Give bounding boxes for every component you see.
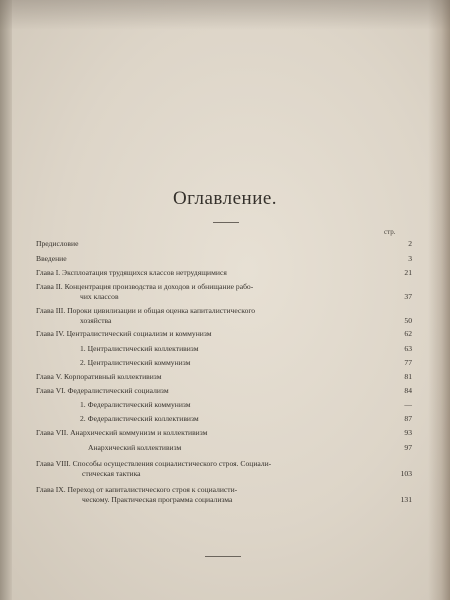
toc-entry-page: 81 xyxy=(404,372,412,381)
toc-entry-page: 50 xyxy=(404,316,412,325)
toc-entry-page: 103 xyxy=(400,469,412,478)
toc-entry-page: 21 xyxy=(404,268,412,277)
toc-entry-page: 97 xyxy=(404,443,412,452)
toc-entry-page: 131 xyxy=(400,495,412,504)
toc-entry-page: 62 xyxy=(404,329,412,338)
title-rule xyxy=(213,222,239,223)
toc-entry-label-cont: чих классов xyxy=(80,292,119,301)
toc-entry-page: 2 xyxy=(408,239,412,248)
toc-entry-label: Глава I. Эксплоатация трудящихся классов нетрудящимися xyxy=(36,268,227,277)
toc-entry-label: Глава VII. Анархический коммунизм и коллективизм xyxy=(36,428,208,437)
toc-entry-label-cont: хозяйства xyxy=(80,316,112,325)
toc-entry-label: Глава III. Пороки цивилизации и общая оценка капиталистического xyxy=(36,306,256,315)
toc-entry-label: Глава IV. Централистический социализм и коммунизм xyxy=(36,329,212,338)
page-column-header: стр. xyxy=(384,228,396,236)
toc-entry-label: Анархический коллективизм xyxy=(88,443,182,452)
book-spine xyxy=(0,0,12,600)
toc-entry-label: 2. Централистический коммунизм xyxy=(80,358,191,367)
toc-entry-page: 93 xyxy=(404,428,412,437)
toc-entry-page: 3 xyxy=(408,254,412,263)
page-edge-shadow xyxy=(428,0,450,600)
toc-entry-label: Предисловие xyxy=(36,239,79,248)
toc-entry-label-cont: ческому. Практическая программа социализма xyxy=(82,495,233,504)
toc-entry-page: 87 xyxy=(404,414,412,423)
bottom-rule xyxy=(205,556,241,557)
toc-entry-label: Введение xyxy=(36,254,67,263)
toc-entry-label: 2. Федералистический коллективизм xyxy=(80,414,199,423)
top-shadow xyxy=(0,0,450,30)
toc-entry-label: Глава IX. Переход от капиталистического строя к социалисти- xyxy=(36,485,238,494)
toc-entry-page: 63 xyxy=(404,344,412,353)
toc-entry-label: Глава II. Концентрация производства и доходов и обнищание рабо- xyxy=(36,282,254,291)
toc-entry-page: 37 xyxy=(404,292,412,301)
page-title: Оглавление. xyxy=(172,188,278,209)
toc-entry-label: 1. Федералистический коммунизм xyxy=(80,400,191,409)
toc-entry-label-cont: стическая тактика xyxy=(82,469,141,478)
toc-entry-label: Глава VI. Федералистический социализм xyxy=(36,386,169,395)
toc-entry-label: Глава VIII. Способы осуществления социалистического строя. Социали- xyxy=(36,459,272,468)
toc-entry-page: 77 xyxy=(404,358,412,367)
toc-entry-label: 1. Централистический коллективизм xyxy=(80,344,199,353)
toc-entry-label: Глава V. Корпоративный коллективизм xyxy=(36,372,162,381)
toc-entry-page: — xyxy=(404,400,412,409)
toc-entry-page: 84 xyxy=(404,386,412,395)
